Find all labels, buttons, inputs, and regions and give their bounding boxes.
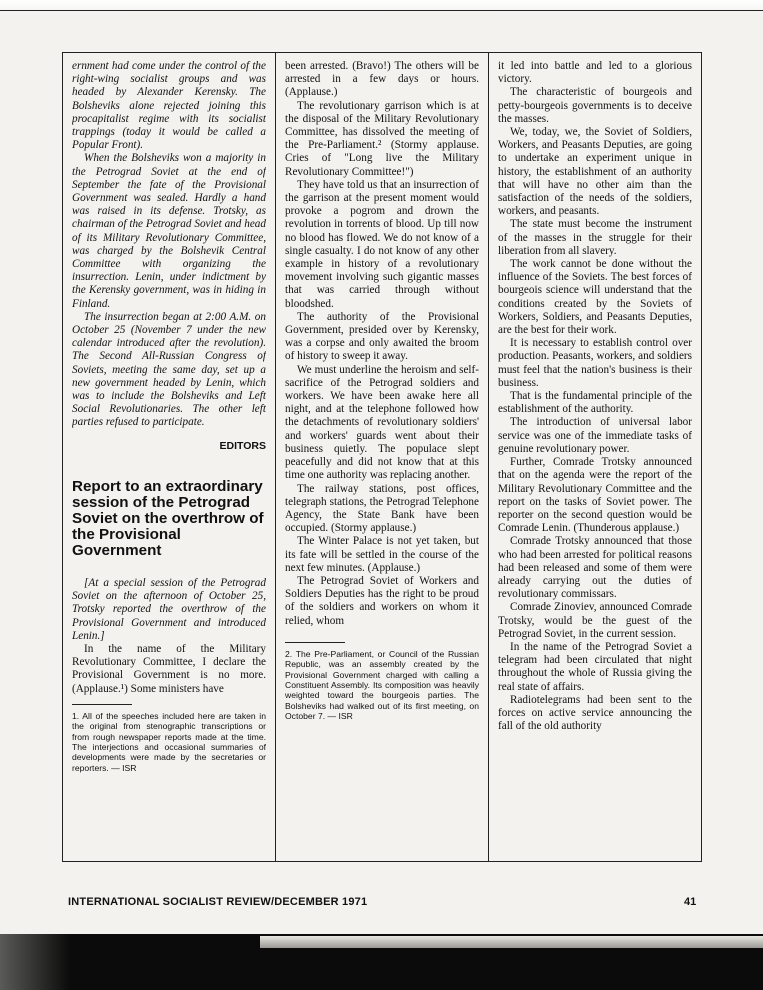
- speech-paragraph: The Petrograd Soviet of Workers and Soldiers Deputies has the right to be proud of the soldiers and workers on whom it relied, whom: [285, 574, 479, 627]
- speech-paragraph: it led into battle and led to a glorious victory.: [498, 60, 692, 86]
- speech-paragraph: The introduction of universal labor service was one of the immediate tasks of genuine revolutionary power.: [498, 416, 692, 455]
- article-intro: [At a special session of the Petrograd Soviet on the afternoon of October 25, Trotsky reported the overthrow of the Provisional Government and introduced Lenin.]: [72, 576, 266, 642]
- editors-intro-paragraph: ernment had come under the control of the right-wing socialist groups and was headed by Alexander Kerensky. The Bolsheviks alone rejected joining this procapitalist regime with its socialist trappings (today it would be called a Popular Front).: [72, 60, 266, 152]
- editors-intro-paragraph: The insurrection began at 2:00 A.M. on October 25 (November 7 under the new calendar introduced after the revolution). The Second All-Russian Congress of Soviets, meeting the same day, set up a new government headed by Lenin, which was to include the Bolsheviks and Left Social Revolutionaries. The other left parties refused to participate.: [72, 310, 266, 429]
- speech-paragraph: We must underline the heroism and self-sacrifice of the Petrograd soldiers and workers. We have been awake here all night, and at the telephone followed how the detachments of revolutionary soldiers' and workers' guards went about their business quietly. The populace slept peacefully and did not know that at this time one authority was replacing another.: [285, 363, 479, 482]
- speech-paragraph: Comrade Trotsky announced that those who had been arrested for political reasons had been released and some of them were already carrying out the duties of revolutionary commissars.: [498, 535, 692, 601]
- column-2: [285, 60, 479, 722]
- footnote-rule: [285, 642, 345, 643]
- scan-edge-line: [0, 10, 763, 11]
- publication-footer: INTERNATIONAL SOCIALIST REVIEW/DECEMBER 1971: [68, 896, 368, 908]
- speech-paragraph: The state must become the instrument of the masses in the struggle for their liberation from all slavery.: [498, 218, 692, 257]
- speech-paragraph: The railway stations, post offices, telegraph stations, the Petrograd Telephone Agency, the State Bank have been occupied. (Stormy applause.): [285, 482, 479, 535]
- scan-edge-curl: [0, 934, 70, 990]
- column-rule-right: [701, 52, 702, 862]
- speech-paragraph: been arrested. (Bravo!) The others will be arrested in a few days or hours. (Applause.): [285, 60, 479, 99]
- speech-paragraph: The Winter Palace is not yet taken, but its fate will be settled in the course of the next few minutes. (Applause.): [285, 535, 479, 574]
- speech-paragraph: That is the fundamental principle of the establishment of the authority.: [498, 390, 692, 416]
- bottom-rule: [62, 861, 702, 862]
- column-rule-1: [275, 52, 276, 862]
- page-number: 41: [684, 896, 697, 908]
- column-rule-2: [488, 52, 489, 862]
- article-page: [62, 52, 702, 862]
- column-1: [72, 60, 266, 773]
- column-rule-left: [62, 52, 63, 862]
- scan-edge-top: [0, 0, 763, 14]
- speech-paragraph: Comrade Zinoviev, announced Comrade Trotsky, would be the guest of the Petrograd Soviet, in the current session.: [498, 601, 692, 640]
- top-rule: [62, 52, 702, 53]
- footnote-rule: [72, 704, 132, 705]
- speech-paragraph: The revolutionary garrison which is at the disposal of the Military Revolutionary Committee, has dissolved the meeting of the Pre-Parliament.² (Stormy applause. Cries of "Long live the Military Revolutionary Committee!"): [285, 99, 479, 178]
- footnote-1: 1. All of the speeches included here are taken in the original from stenographic transcriptions or from rough newspaper reports made at the time. The interjections and occasional summaries of developments were made by the secretaries or reporters. — ISR: [72, 710, 266, 773]
- speech-paragraph: Further, Comrade Trotsky announced that on the agenda were the report of the Military Revolutionary Committee and the report on the tasks of Soviet power. The reporter on the second question would be Comrade Lenin. (Thunderous applause.): [498, 456, 692, 535]
- speech-paragraph: They have told us that an insurrection of the garrison at the present moment would provoke a pogrom and drown the revolution in torrents of blood. Up till now no blood has flowed. We do not know of a single casualty. I do not know of any other example in history of a revolutionary movement involving such gigantic masses that was carried through without bloodshed.: [285, 178, 479, 310]
- article-headline: Report to an extraordinary session of the Petrograd Soviet on the overthrow of the Provisional Government: [72, 477, 264, 559]
- footnote-2: 2. The Pre-Parliament, or Council of the Russian Republic, was an assembly created by the Provisional Government charged with calling a Constituent Assembly. Its composition was heavily weighted toward the bourgeois parties. The Bolsheviks had walked out of its first meeting, on October 7. — ISR: [285, 648, 479, 722]
- speech-paragraph: In the name of the Military Revolutionary Committee, I declare the Provisional Government is no more. (Applause.¹) Some ministers have: [72, 642, 266, 695]
- speech-paragraph: We, today, we, the Soviet of Soldiers, Workers, and Peasants Deputies, are going to undertake an experiment unique in history, the establishment of an authority that will have no other aim than the satisfaction of the needs of the soldiers, workers, and peasants.: [498, 126, 692, 218]
- speech-paragraph: It is necessary to establish control over production. Peasants, workers, and soldiers must feel that the nation's business is their business.: [498, 337, 692, 389]
- speech-paragraph: The authority of the Provisional Government, presided over by Kerensky, was a corpse and only awaited the broom of history to sweep it away.: [285, 310, 479, 363]
- speech-paragraph: The work cannot be done without the influence of the Soviets. The best forces of bourgeois science will understand that the conditions created by the Soviets of Workers, Soldiers, and Peasants Deputies, are the best for their work.: [498, 258, 692, 337]
- column-3: [498, 60, 692, 733]
- speech-paragraph: The characteristic of bourgeois and petty-bourgeois governments is to deceive the masses.: [498, 86, 692, 125]
- editors-signature: EDITORS: [219, 439, 266, 452]
- speech-paragraph: Radiotelegrams had been sent to the forces on active service announcing the fall of the old authority: [498, 693, 692, 733]
- editors-intro-paragraph: When the Bolsheviks won a majority in the Petrograd Soviet at the end of September the fate of the Provisional Government was sealed. Hardly a hand was raised in its defense. Trotsky, as chairman of the Petrograd Soviet and head of its Military Revolutionary Committee, was charged by the Bolshevik Central Committee with organizing the insurrection. Lenin, under indictment by the Kerensky government, was in hiding in Finland.: [72, 152, 266, 310]
- speech-paragraph: In the name of the Petrograd Soviet a telegram had been circulated that night throughout the whole of Russia giving the real state of affairs.: [498, 640, 692, 693]
- scan-edge-highlight: [260, 936, 763, 948]
